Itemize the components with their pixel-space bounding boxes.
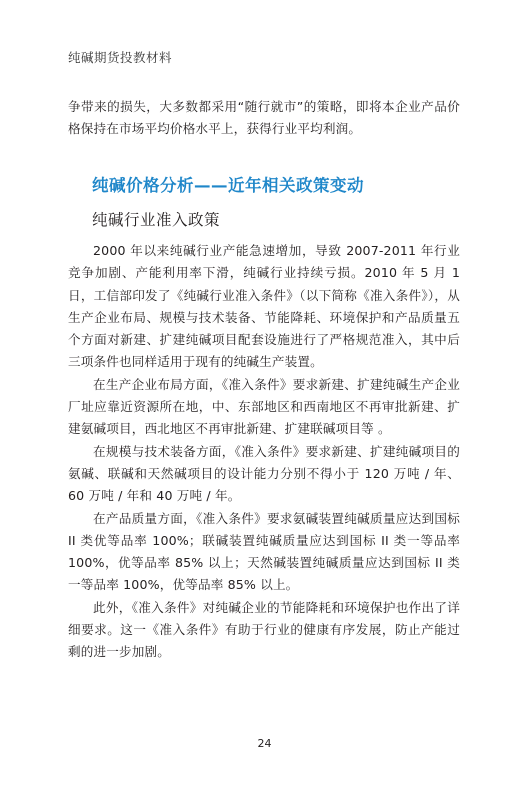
body-text <box>68 240 460 664</box>
paragraph-5: 此外，《准入条件》对纯碱企业的节能降耗和环境保护也作出了详细要求。这一《准入条件》有助于行业的健康有序发展，防止产能过剩的进一步加剧。 <box>68 599 460 660</box>
subsection-title: 纯碱行业准入政策 <box>92 211 221 229</box>
intro-paragraph <box>68 96 460 141</box>
paragraph-1: 2000 年以来纯碱行业产能急速增加，导致 2007-2011 年行业竞争加剧、产能利用率下滑，纯碱行业持续亏损。2010 年 5 月 1 日，工信部印发了《纯碱行业准入条件》（以下简称《准入条件》），从生产企业布局、规模与技术装备、节能降耗、环境保护和产品质量五个方面对新建、扩建纯碱项目配套设施进行了严格规范准入，其中后三项条件也同样适用于现有的纯碱生产装置。 <box>68 243 460 370</box>
intro-text: 争带来的损失，大多数都采用“随行就市”的策略，即将本企业产品价格保持在市场平均价格水平上，获得行业平均利润。 <box>68 99 460 137</box>
paragraph-2: 在生产企业布局方面，《准入条件》要求新建、扩建纯碱生产企业厂址应靠近资源所在地，中、东部地区和西南地区不再审批新建、扩建氨碱项目，西北地区不再审批新建、扩建联碱项目等 。 <box>68 376 460 437</box>
running-header: 纯碱期货投教材料 <box>68 50 173 65</box>
section-title: 纯碱价格分析——近年相关政策变动 <box>92 176 364 195</box>
paragraph-4: 在产品质量方面，《准入条件》要求氨碱装置纯碱质量应达到国标 II 类优等品率 100%；联碱装置纯碱质量应达到国标 II 类一等品率 100%，优等品率 85% 以上；天然碱装置纯碱质量应达到国标 II 类一等品率 100%，优等品率 85% 以上。 <box>68 510 460 593</box>
paragraph-3: 在规模与技术装备方面，《准入条件》要求新建、扩建纯碱项目的氨碱、联碱和天然碱项目的设计能力分别不得小于 120 万吨 / 年、60 万吨 / 年和 40 万吨 / 年。 <box>68 443 460 504</box>
page-number: 24 <box>257 737 272 750</box>
